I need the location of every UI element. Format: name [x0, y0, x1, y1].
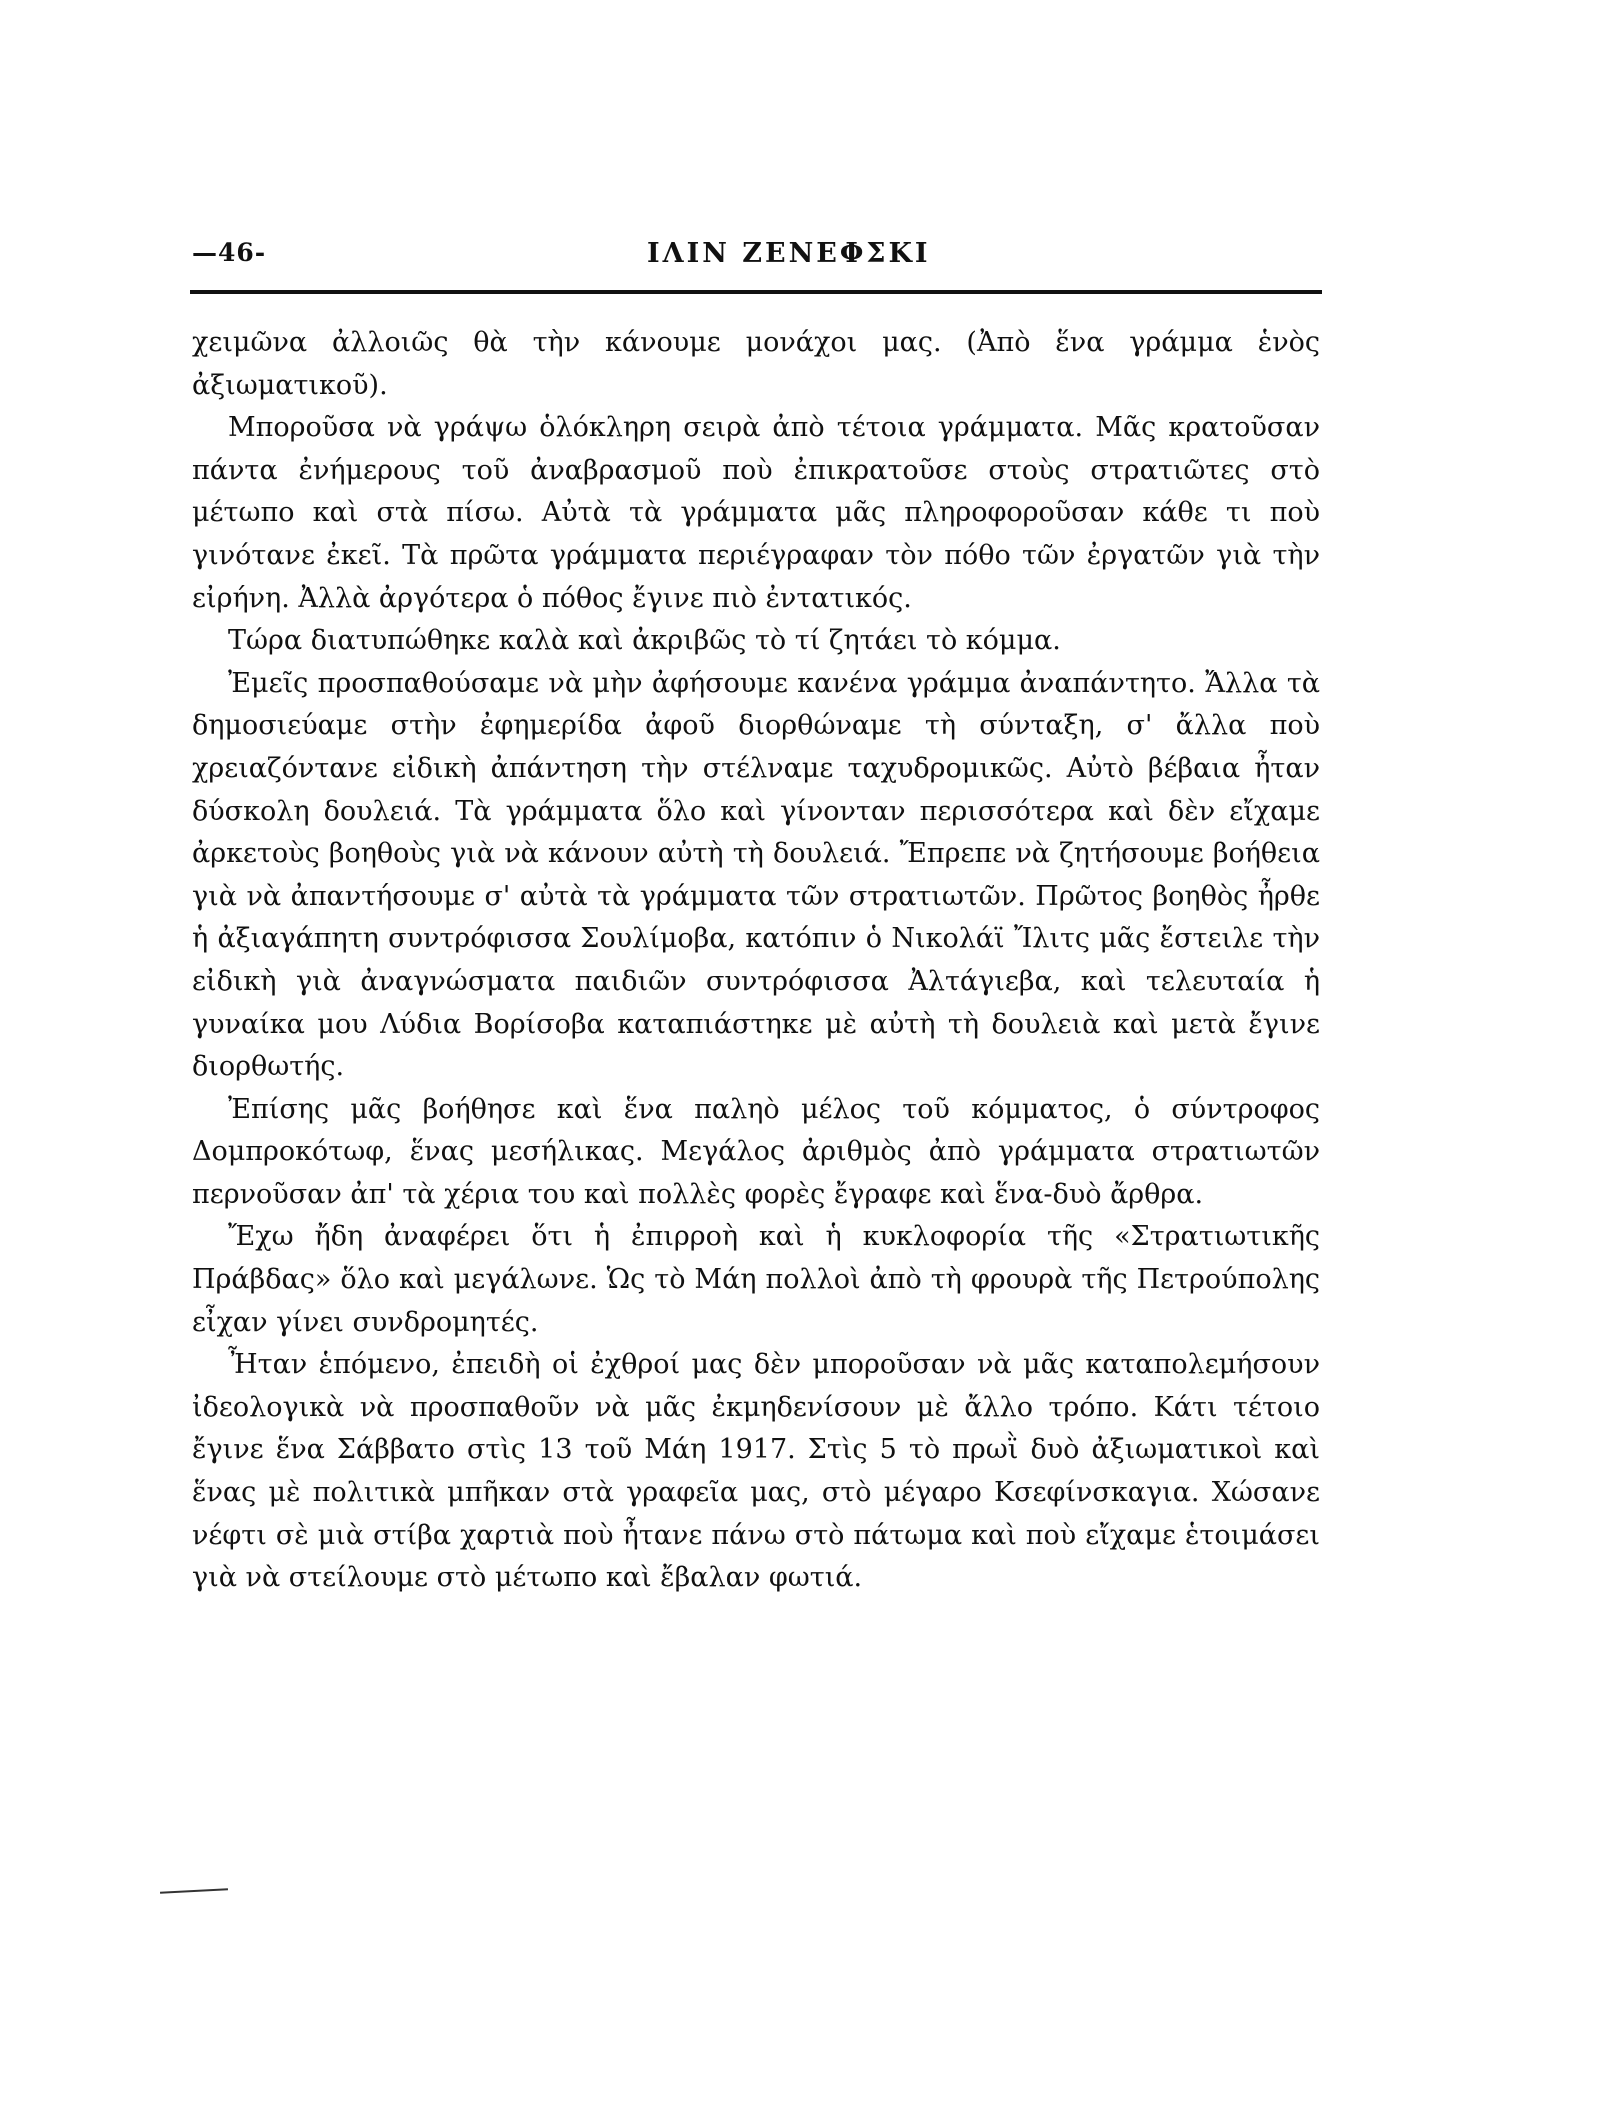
paragraph-7: Ἦταν ἑπόμενο, ἐπειδὴ οἱ ἐχθροί μας δὲν μποροῦσαν νὰ μᾶς καταπολεμήσουν ἰδεολογικὰ νὰ προσπαθοῦν νὰ μᾶς ἐκμηδενίσουν μὲ ἄλλο τρόπο. Κάτι τέτοιο ἔγινε ἕνα Σάββατο στὶς 13 τοῦ Μάη 1917. Στὶς 5 τὸ πρωῒ δυὸ ἀξιωματικοὶ καὶ ἕνας μὲ πολιτικὰ μπῆκαν στὰ γραφεῖα μας, στὸ μέγαρο Κσεφίνσκαγια. Χώσανε νέφτι σὲ μιὰ στίβα χαρτιὰ ποὺ ἦτανε πάνω στὸ πάτωμα καὶ ποὺ εἴχαμε ἑτοιμάσει γιὰ νὰ στείλουμε στὸ μέτωπο καὶ ἔβαλαν φωτιά.: [192, 1349, 1320, 1594]
paragraph-4: Ἐμεῖς προσπαθούσαμε νὰ μὴν ἀφήσουμε κανένα γράμμα ἀναπάντητο. Ἄλλα τὰ δημοσιεύαμε στὴν ἐφημερίδα ἀφοῦ διορθώναμε τὴ σύνταξη, σ' ἄλλα ποὺ χρειαζόντανε εἰδικὴ ἀπάντηση τὴν στέλναμε ταχυδρομικῶς. Αὐτὸ βέβαια ἦταν δύσκολη δουλειά. Τὰ γράμματα ὅλο καὶ γίνονταν περισσότερα καὶ δὲν εἴχαμε ἀρκετοὺς βοηθοὺς γιὰ νὰ κάνουν αὐτὴ τὴ δουλειά. Ἔπρεπε νὰ ζητήσουμε βοήθεια γιὰ νὰ ἀπαντήσουμε σ' αὐτὰ τὰ γράμματα τῶν στρατιωτῶν. Πρῶτος βοηθὸς ἦρθε ἡ ἀξιαγάπητη συντρόφισσα Σουλίμοβα, κατόπιν ὁ Νικολάϊ Ἴλιτς μᾶς ἔστειλε τὴν εἰδικὴ γιὰ ἀναγνώσματα παιδιῶν συντρόφισσα Ἀλτάγιεβα, καὶ τελευταία ἡ γυναίκα μου Λύδια Βορίσοβα καταπιάστηκε μὲ αὐτὴ τὴ δουλειὰ καὶ μετὰ ἔγινε διορθωτής.: [192, 667, 1320, 1083]
paragraph-5: Ἐπίσης μᾶς βοήθησε καὶ ἕνα παληὸ μέλος τοῦ κόμματος, ὁ σύντροφος Δομπροκότωφ, ἕνας μεσήλικας. Μεγάλος ἀριθμὸς ἀπὸ γράμματα στρατιωτῶν περνοῦσαν ἀπ' τὰ χέρια του καὶ πολλὲς φορὲς ἔγραφε καὶ ἕνα-δυὸ ἄρθρα.: [192, 1093, 1320, 1210]
page-header: [192, 238, 1320, 278]
paragraph-3: Τώρα διατυπώθηκε καλὰ καὶ ἀκριβῶς τὸ τί ζητάει τὸ κόμμα.: [228, 625, 1061, 657]
running-head: ΙΛΙΝ ΖΕΝΕΦΣΚΙ: [647, 238, 931, 269]
header-rule: [190, 290, 1322, 294]
paragraph-1: χειμῶνα ἀλλοιῶς θὰ τὴν κάνουμε μονάχοι μας. (Ἀπὸ ἕνα γράμμα ἑνὸς ἀξιωματικοῦ).: [192, 327, 1320, 401]
pen-mark: [160, 1888, 228, 1894]
paragraph-6: Ἔχω ἤδη ἀναφέρει ὅτι ἡ ἐπιρροὴ καὶ ἡ κυκλοφορία τῆς «Στρατιωτικῆς Πράβδας» ὅλο καὶ μεγάλωνε. Ὡς τὸ Μάη πολλοὶ ἀπὸ τὴ φρουρὰ τῆς Πετρούπολης εἶχαν γίνει συνδρομητές.: [192, 1221, 1320, 1338]
page-number: —46-: [192, 238, 267, 267]
body-text: [192, 322, 1320, 1600]
paragraph-2: Μποροῦσα νὰ γράψω ὁλόκληρη σειρὰ ἀπὸ τέτοια γράμματα. Μᾶς κρατοῦσαν πάντα ἐνήμερους τοῦ ἀναβρασμοῦ ποὺ ἐπικρατοῦσε στοὺς στρατιῶτες στὸ μέτωπο καὶ στὰ πίσω. Αὐτὰ τὰ γράμματα μᾶς πληροφοροῦσαν κάθε τι ποὺ γινότανε ἐκεῖ. Τὰ πρῶτα γράμματα περιέγραφαν τὸν πόθο τῶν ἐργατῶν γιὰ τὴν εἰρήνη. Ἀλλὰ ἀργότερα ὁ πόθος ἔγινε πιὸ ἐντατικός.: [192, 412, 1320, 614]
